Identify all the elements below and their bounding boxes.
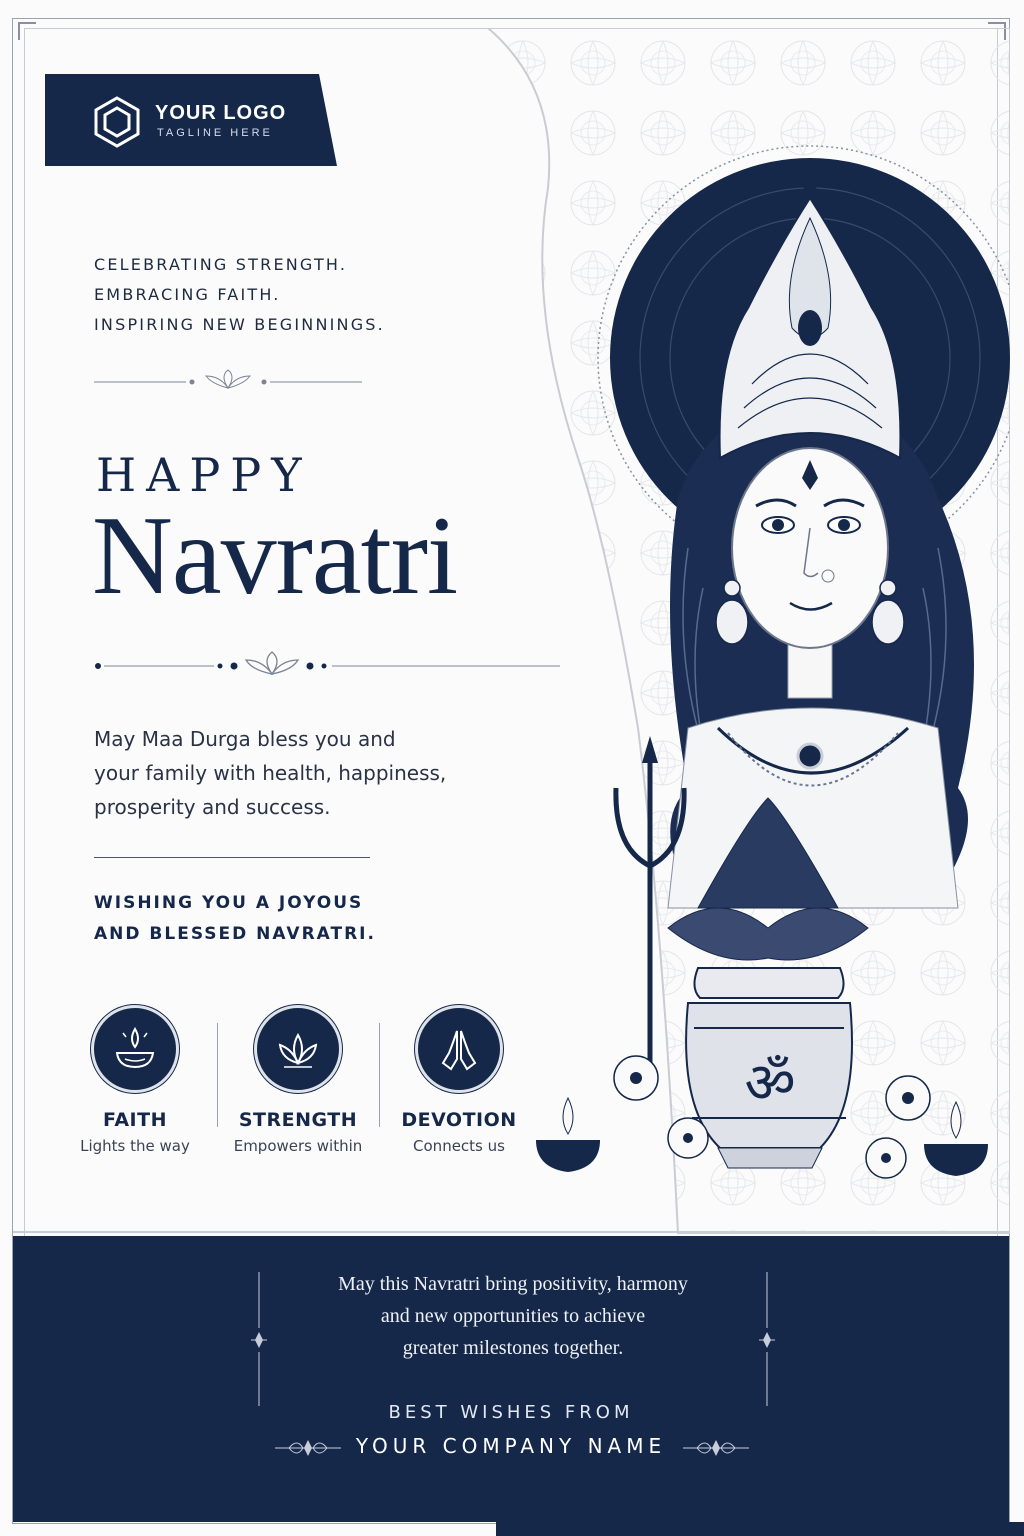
best-wishes-label: BEST WISHES FROM — [388, 1402, 634, 1423]
value-title: FAITH — [103, 1109, 167, 1131]
values-row — [60, 1005, 530, 1165]
intro-line: CELEBRATING STRENGTH. — [94, 255, 348, 274]
blessing-message — [94, 722, 474, 824]
praying-hands-icon — [415, 1005, 503, 1093]
wishing-message — [94, 888, 376, 950]
value-faith — [60, 1005, 210, 1155]
headline-navratri: Navratri — [92, 494, 458, 618]
separator — [379, 1023, 380, 1127]
company-name: YOUR COMPANY NAME — [355, 1434, 667, 1458]
om-symbol: ॐ — [744, 1051, 796, 1116]
ornament-divider — [94, 366, 362, 396]
value-subtitle: Connects us — [413, 1137, 505, 1155]
separator — [217, 1023, 218, 1127]
blessing-line: May Maa Durga bless you and — [94, 727, 396, 751]
wishing-line: AND BLESSED NAVRATRI. — [94, 924, 376, 944]
goddess-durga-illustration — [488, 28, 1010, 1234]
intro-line: INSPIRING NEW BEGINNINGS. — [94, 315, 385, 334]
value-subtitle: Lights the way — [80, 1137, 190, 1155]
divider-rule — [94, 857, 370, 858]
hexagon-logo-icon — [89, 94, 145, 150]
intro-line: EMBRACING FAITH. — [94, 285, 281, 304]
intro-text — [94, 250, 385, 340]
wishing-line: WISHING YOU A JOYOUS — [94, 893, 364, 913]
footer-message-line: greater milestones together. — [402, 1337, 624, 1359]
logo-tagline: TAGLINE HERE — [157, 127, 273, 139]
headline-happy: HAPPY — [96, 448, 312, 502]
value-title: STRENGTH — [238, 1109, 358, 1131]
value-strength — [223, 1005, 373, 1155]
footer-message — [263, 1268, 763, 1364]
corner-ornament — [18, 22, 36, 40]
logo-name: YOUR LOGO — [155, 102, 287, 124]
bottom-accent-strip — [496, 1522, 1024, 1536]
flourish-ornament — [683, 1434, 749, 1462]
flourish-ornament — [275, 1434, 341, 1462]
footer-banner — [13, 1236, 1009, 1522]
value-devotion — [384, 1005, 534, 1155]
diya-icon — [91, 1005, 179, 1093]
blessing-line: your family with health, happiness, — [94, 761, 447, 785]
footer-message-line: and new opportunities to achieve — [380, 1305, 646, 1327]
blessing-line: prosperity and success. — [94, 795, 331, 819]
company-logo[interactable] — [45, 74, 337, 166]
value-title: DEVOTION — [401, 1109, 517, 1131]
footer-top-border — [13, 1231, 1009, 1233]
ornament-divider — [94, 650, 560, 682]
footer-message-line: May this Navratri bring positivity, harmony — [338, 1273, 688, 1295]
lotus-icon — [254, 1005, 342, 1093]
value-subtitle: Empowers within — [233, 1137, 363, 1155]
